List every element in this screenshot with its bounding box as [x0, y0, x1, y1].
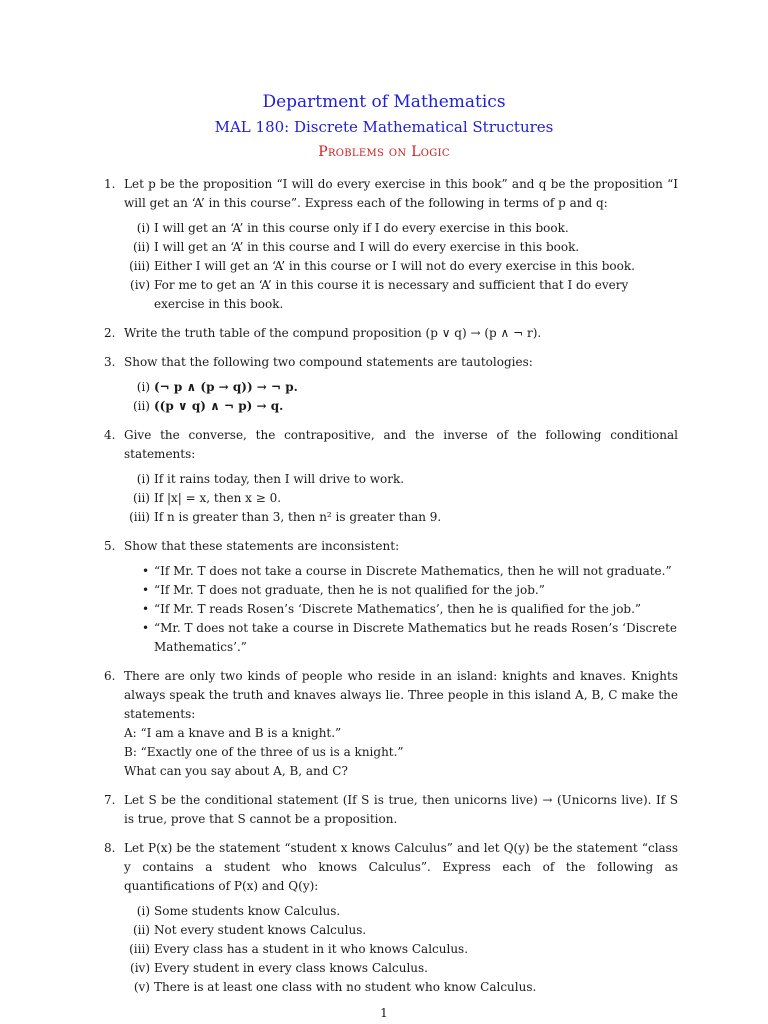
sub-item-list	[124, 378, 678, 416]
sub-item	[124, 940, 678, 959]
sub-item-label: (i)	[136, 904, 150, 918]
sub-item-list	[124, 902, 678, 997]
problem-number: 8.	[104, 841, 116, 855]
sub-item	[124, 397, 678, 416]
sub-item-formula: (¬ p ∧ (p → q)) → ¬ p.	[154, 380, 298, 394]
bullet-icon: •	[142, 583, 150, 597]
sub-item	[124, 959, 678, 978]
sub-item-label: (iii)	[129, 259, 150, 273]
sub-item-text: I will get an ‘A’ in this course and I will do every exercise in this book.	[154, 240, 580, 254]
problem-number: 1.	[104, 177, 116, 191]
problem-5	[104, 537, 678, 657]
sub-item-text: Every student in every class knows Calculus.	[154, 961, 428, 975]
sub-item-label: (iii)	[129, 942, 150, 956]
bullet-icon: •	[142, 602, 150, 616]
statement-line: A: “I am a knave and B is a knight.”	[124, 726, 342, 740]
sub-item	[124, 921, 678, 940]
bullet-text: “If Mr. T does not take a course in Discrete Mathematics, then he will not graduate.”	[154, 564, 672, 578]
bullet-item	[124, 600, 678, 619]
sub-item-text: Not every student knows Calculus.	[154, 923, 367, 937]
sub-item-label: (i)	[136, 472, 150, 486]
sub-item	[124, 489, 678, 508]
sub-item	[124, 902, 678, 921]
sub-item	[124, 238, 678, 257]
problem-6	[104, 667, 678, 781]
sub-item-text: I will get an ‘A’ in this course only if I do every exercise in this book.	[154, 221, 569, 235]
sub-item	[124, 276, 678, 314]
sub-item-text: If it rains today, then I will drive to work.	[154, 472, 405, 486]
problem-4	[104, 426, 678, 527]
problem-text: Give the converse, the contrapositive, and the inverse of the following conditional statements:	[124, 428, 678, 461]
problem-text: Let S be the conditional statement (If S is true, then unicorns live) → (Unicorns live). If S is true, prove that S cannot be a proposition.	[124, 793, 678, 826]
sub-item	[124, 978, 678, 997]
problem-text: There are only two kinds of people who reside in an island: knights and knaves. Knights always speak the truth and knaves always lie. Three people in this island A, B, C make the statements:	[124, 669, 678, 721]
statement-line: B: “Exactly one of the three of us is a knight.”	[124, 745, 404, 759]
problem-text: Let p be the proposition “I will do every exercise in this book” and q be the proposition “I will get an ‘A’ in this course”. Express each of the following in terms of p and q:	[124, 177, 678, 210]
sub-item-text: Every class has a student in it who knows Calculus.	[154, 942, 469, 956]
sub-item-list	[124, 219, 678, 314]
problem-number: 7.	[104, 793, 116, 807]
sub-item-label: (iv)	[130, 278, 150, 292]
problem-7	[104, 791, 678, 829]
bullet-icon: •	[142, 621, 150, 635]
sub-item-text: If |x| = x, then x ≥ 0.	[154, 491, 282, 505]
sub-item	[124, 508, 678, 527]
bullet-item	[124, 581, 678, 600]
bullet-text: “If Mr. T reads Rosen’s ‘Discrete Mathematics’, then he is qualified for the job.”	[154, 602, 642, 616]
sub-item-label: (ii)	[132, 240, 150, 254]
sub-item	[124, 257, 678, 276]
sub-item-text: Either I will get an ‘A’ in this course or I will not do every exercise in this book.	[154, 259, 635, 273]
problem-number: 5.	[104, 539, 116, 553]
sub-item-label: (ii)	[132, 399, 150, 413]
question-line: What can you say about A, B, and C?	[124, 764, 348, 778]
sub-item-text: Some students know Calculus.	[154, 904, 341, 918]
sub-item-list	[124, 470, 678, 527]
bullet-text: “Mr. T does not take a course in Discrete Mathematics but he reads Rosen’s ‘Discrete Mathematics’.”	[154, 621, 678, 654]
problem-2	[104, 324, 678, 343]
department-heading: Department of Mathematics	[262, 92, 506, 112]
bullet-text: “If Mr. T does not graduate, then he is not qualified for the job.”	[154, 583, 545, 597]
course-heading: MAL 180: Discrete Mathematical Structures	[214, 118, 554, 136]
problem-list	[104, 175, 678, 1007]
sub-item	[124, 378, 678, 397]
bullet-icon: •	[142, 564, 150, 578]
sub-item-formula: ((p ∨ q) ∧ ¬ p) → q.	[154, 399, 284, 413]
sub-item-label: (iii)	[129, 510, 150, 524]
sub-item-label: (i)	[136, 221, 150, 235]
sub-item-label: (iv)	[130, 961, 150, 975]
problem-number: 3.	[104, 355, 116, 369]
problem-text: Show that the following two compound statements are tautologies:	[124, 355, 533, 369]
sub-item	[124, 470, 678, 489]
sub-item-text: For me to get an ‘A’ in this course it is necessary and sufficient that I do every exercise in this book.	[154, 278, 629, 311]
document-title: Problems on Logic	[318, 144, 450, 160]
problem-text: Show that these statements are inconsistent:	[124, 539, 400, 553]
sub-item-text: If n is greater than 3, then n² is greater than 9.	[154, 510, 442, 524]
bullet-list	[124, 562, 678, 657]
problem-3	[104, 353, 678, 416]
sub-item-text: There is at least one class with no student who know Calculus.	[154, 980, 537, 994]
bullet-item	[124, 562, 678, 581]
problem-number: 2.	[104, 326, 116, 340]
problem-1	[104, 175, 678, 314]
problem-text: Let P(x) be the statement “student x knows Calculus” and let Q(y) be the statement “class y contains a student who knows Calculus”. Express each of the following as quantifications of P(x) and Q(y):	[124, 841, 678, 893]
problem-text: Write the truth table of the compund proposition (p ∨ q) → (p ∧ ¬ r).	[124, 326, 542, 340]
sub-item	[124, 219, 678, 238]
sub-item-label: (v)	[133, 980, 150, 994]
sub-item-label: (i)	[136, 380, 150, 394]
sub-item-label: (ii)	[132, 923, 150, 937]
problem-number: 6.	[104, 669, 116, 683]
problem-number: 4.	[104, 428, 116, 442]
problem-8	[104, 839, 678, 997]
bullet-item	[124, 619, 678, 657]
page-number: 1	[380, 1006, 388, 1020]
sub-item-label: (ii)	[132, 491, 150, 505]
